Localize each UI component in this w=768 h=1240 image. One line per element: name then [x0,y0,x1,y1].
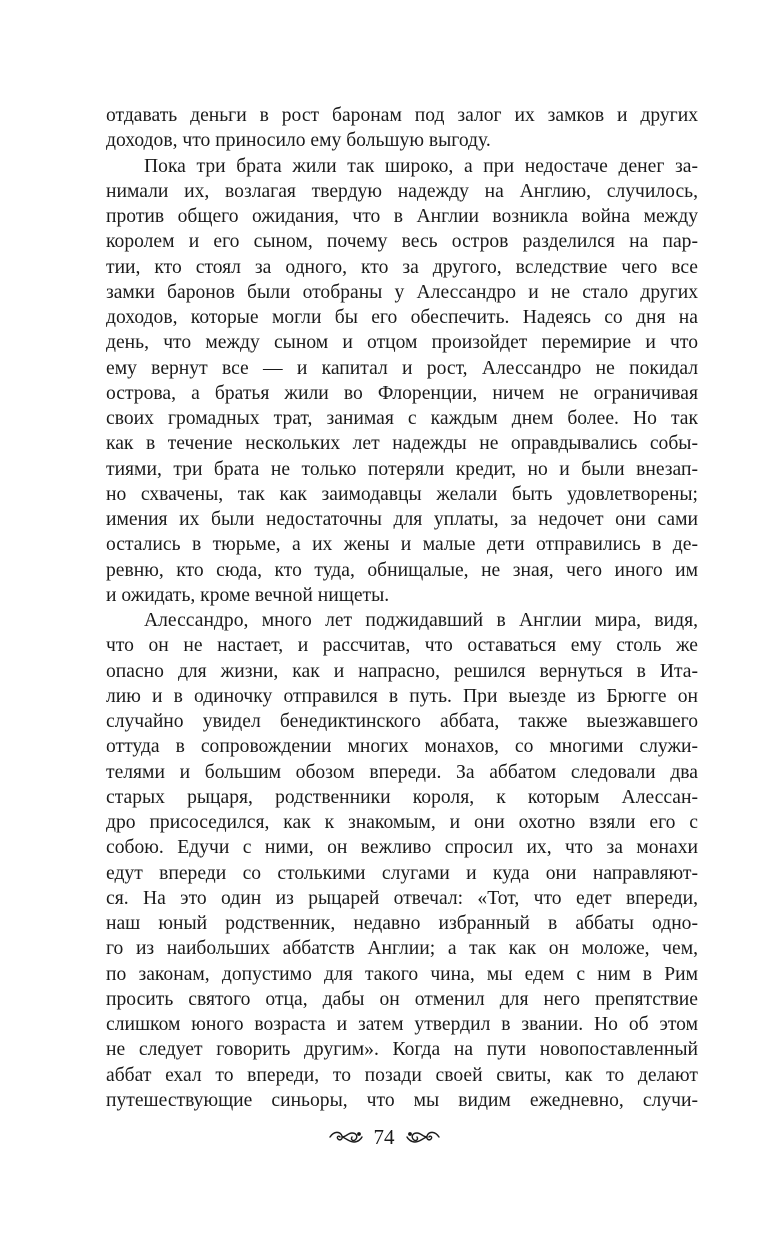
text-line: и ожидать, кроме вечной нищеты. [106,584,390,606]
text-line: но схвачены, так как заимодавцы желали быть удовлетворены; [106,483,698,505]
text-line: аббат ехал то впереди, то позади своей свиты, как то делают [106,1064,698,1086]
page-number: 74 [373,1124,395,1149]
text-line: отдавать деньги в рост баронам под залог их замков и других [106,105,698,126]
text-line: наш юный родственник, недавно избранный в аббаты одно- [106,913,698,934]
text-line: едут впереди со столькими слугами и куда они направляют- [106,862,698,884]
text-line: просить святого отца, дабы он отменил для него препятствие [106,988,698,1010]
text-line: своих громадных трат, занимая с каждым днем более. Но так [106,408,698,429]
text-line: Пока три брата жили так широко, а при недостаче денег за- [144,155,698,177]
text-line: как в течение нескольких лет надежды не оправдывались собы- [106,433,698,455]
text-line: не следует говорить другим». Когда на пути новопоставленный [106,1039,698,1061]
text-line: против общего ожидания, что в Англии возникла война между [106,206,698,227]
text-line: острова, а братья жили во Флоренции, ничем не ограничивая [106,382,698,404]
text-line: слишком юного возраста и затем утвердил в звании. Но об этом [106,1014,698,1035]
paragraph [106,103,698,154]
text-line: ему вернут все — и капитал и рост, Алессандро не покидал [106,357,698,379]
body-text [106,103,698,1113]
text-line: ревню, кто сюда, кто туда, обнищалые, не зная, чего иного им [106,559,698,581]
text-line: доходов, которые могли бы его обеспечить. Надеясь со дня на [106,307,698,328]
text-line: ся. На это один из рыцарей отвечал: «Тот, что едет впереди, [106,887,698,909]
text-line: тии, кто стоял за одного, кто за другого, вследствие чего все [106,256,698,278]
text-line: доходов, что приносило ему большую выгоду. [106,130,491,152]
text-line: тиями, три брата не только потеряли кредит, но и были внезап- [106,458,698,480]
text-line: по законам, допустимо для такого чина, мы едем с ним в Рим [106,963,698,985]
text-line: дро присоседился, как к знакомым, и они охотно взяли его с [106,812,698,833]
text-line: нимали их, возлагая твердую надежду на Англию, случилось, [106,180,698,202]
text-line: старых рыцаря, родственники короля, к которым Алессан- [106,786,698,808]
page-footer [0,1122,768,1152]
text-line: путешествующие синьоры, что мы видим ежедневно, случи- [106,1089,698,1111]
text-line: остались в тюрьме, а их жены и малые дети отправились в де- [106,534,698,556]
text-line: го из наибольших аббатств Англии; а так как он моложе, чем, [106,938,698,960]
floral-ornament-icon [328,1127,364,1147]
text-line: день, что между сыном и отцом произойдет перемирие и что [106,332,698,354]
floral-ornament-icon [405,1127,441,1147]
text-line: собою. Едучи с ними, он вежливо спросил их, что за монахи [106,837,698,859]
text-line: что он не настает, и рассчитав, что оставаться ему столь же [106,635,698,657]
text-line: телями и большим обозом впереди. За аббатом следовали два [106,761,698,783]
text-line: имения их были недостаточны для уплаты, за недочет они сами [106,509,698,530]
paragraph [106,608,698,1113]
text-line: опасно для жизни, как и напрасно, решился вернуться в Ита- [106,660,698,682]
text-line: замки баронов были отобраны у Алессандро и не стало других [106,281,698,303]
text-line: Алессандро, много лет поджидавший в Англии мира, видя, [144,610,698,631]
text-line: случайно увидел бенедиктинского аббата, также выезжавшего [106,711,698,732]
text-line: лию и в одиночку отправился в путь. При выезде из Брюгге он [106,685,698,707]
text-line: оттуда в сопровождении многих монахов, со многими служи- [106,736,698,758]
text-line: королем и его сыном, почему весь остров разделился на пар- [106,231,698,253]
paragraph [106,154,698,609]
